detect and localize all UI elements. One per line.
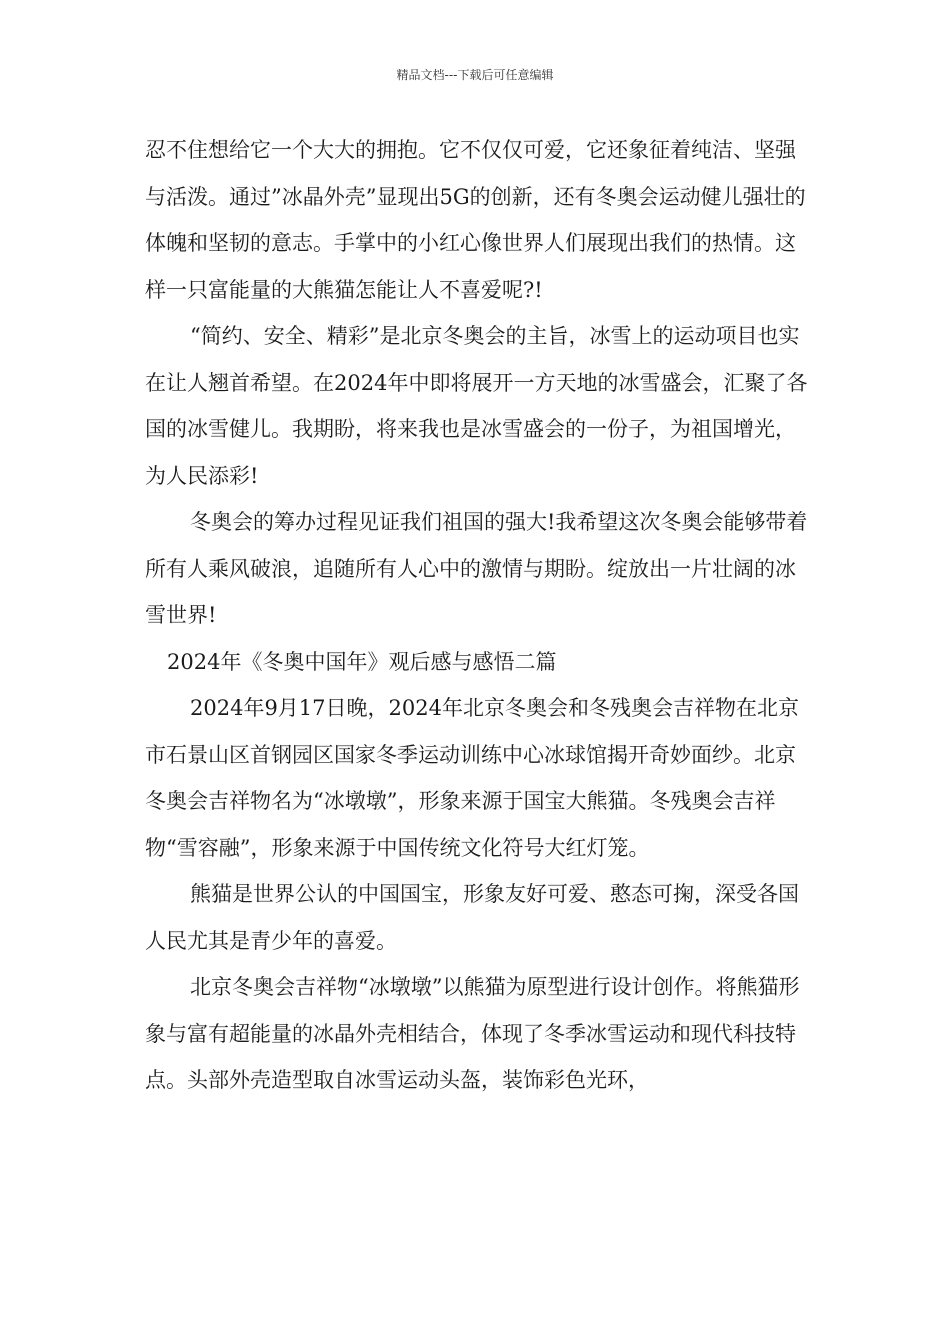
page-header: 精品文档---下载后可任意编辑 <box>396 68 554 82</box>
paragraph-preparation: 冬奥会的筹办过程见证我们祖国的强大!我希望这次冬奥会能够带着所有人乘风破浪，追随所有人心中的激情与期盼。绽放出一片壮阔的冰雪世界! <box>145 510 808 627</box>
paragraph-mascot-unveiling: 2024年9月17日晚，2024年北京冬奥会和冬残奥会吉祥物在北京市石景山区首钢园区国家冬季运动训练中心冰球馆揭开奇妙面纱。北京冬奥会吉祥物名为“冰墩墩”，形象来源于国宝大熊猫。冬残奥会吉祥物“雪容融”，形象来源于中国传统文化符号大红灯笼。 <box>145 696 799 860</box>
paragraph-mascot-description: 忍不住想给它一个大大的拥抱。它不仅仅可爱，它还象征着纯洁、坚强与活泼。通过”冰晶外壳”显现出5G的创新，还有冬奥会运动健儿强壮的体魄和坚韧的意志。手掌中的小红心像世界人们展现出我们的热情。这样一只富能量的大熊猫怎能让人不喜爱呢?! <box>145 138 806 302</box>
paragraph-olympic-motto: “简约、安全、精彩”是北京冬奥会的主旨，冰雪上的运动项目也实在让人翘首希望。在2024年中即将展开一方天地的冰雪盛会，汇聚了各国的冰雪健儿。我期盼，将来我也是冰雪盛会的一份子，为祖国增光，为人民添彩! <box>145 324 808 488</box>
document-body <box>145 127 815 1104</box>
paragraph-panda: 熊猫是世界公认的中国国宝，形象友好可爱、憨态可掬，深受各国人民尤其是青少年的喜爱。 <box>145 882 799 953</box>
section-title: 2024年《冬奥中国年》观后感与感悟二篇 <box>167 649 557 674</box>
paragraph-bing-dwen-dwen-design: 北京冬奥会吉祥物“冰墩墩”以熊猫为原型进行设计创作。将熊猫形象与富有超能量的冰晶外壳相结合，体现了冬季冰雪运动和现代科技特点。头部外壳造型取自冰雪运动头盔，装饰彩色光环， <box>145 975 800 1092</box>
